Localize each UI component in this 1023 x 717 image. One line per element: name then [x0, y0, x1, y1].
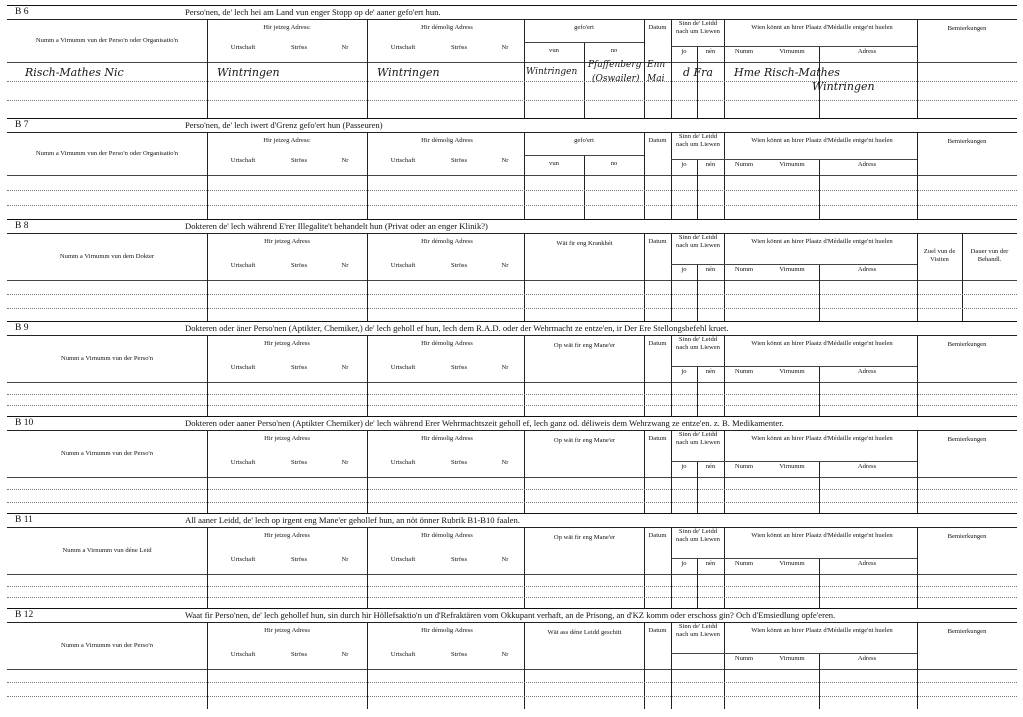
medal-header: Wien könnt an hirer Plaatz d'Médaille entge'nt huelen	[751, 532, 893, 539]
column-divider	[367, 133, 368, 220]
entry-current-ortschaft: Wintringen	[217, 66, 280, 79]
section-code: B 8	[15, 221, 29, 231]
entry-line	[7, 190, 1017, 191]
old-stross-label: Ströss	[450, 262, 468, 269]
row-divider	[671, 46, 917, 47]
section-code: B 9	[15, 323, 29, 333]
section-table	[7, 19, 1017, 119]
section-title: Perso'nen, de' lech hei am Land vun enger Stopp op de' aaner gefo'ert hun.	[185, 7, 441, 17]
section-table	[7, 233, 1017, 322]
medal-numm-label: Numm	[734, 463, 754, 470]
date-header: Datum	[648, 627, 667, 634]
row-divider	[671, 264, 917, 265]
medal-adress-label: Adress	[857, 368, 877, 375]
column-divider	[644, 133, 645, 220]
current-address-header: Hir jetzeg Adress	[264, 627, 310, 634]
medal-header: Wien könnt an hirer Plaatz d'Médaille entge'nt huelen	[751, 24, 893, 31]
old-address-header: Hir démolig Adress	[421, 435, 473, 442]
column-divider	[819, 264, 820, 322]
old-address-header: Hir démolig Adress	[421, 24, 473, 31]
section-table	[7, 527, 1017, 609]
remarks-header: Bemierkungen	[947, 25, 987, 32]
old-stross-label: Ströss	[450, 459, 468, 466]
alive-yes-label: jo	[681, 48, 687, 55]
medal-header: Wien könnt an hirer Plaatz d'Médaille entge'nt huelen	[751, 137, 893, 144]
old-address-header: Hir démolig Adress	[421, 532, 473, 539]
section-header	[7, 321, 1017, 336]
alive-header: Sinn de' Leidd nach um Liewen	[676, 431, 720, 446]
section-b9	[7, 321, 1017, 416]
alive-no-label: nén	[705, 463, 716, 470]
medal-adress-label: Adress	[857, 48, 877, 55]
row-divider	[524, 42, 644, 43]
old-stross-label: Ströss	[450, 556, 468, 563]
medal-adress-label: Adress	[857, 560, 877, 567]
row-divider	[671, 159, 917, 160]
remarks-header: Bemierkungen	[947, 533, 987, 540]
old-nr-label: Nr	[501, 364, 509, 371]
date-header: Datum	[648, 435, 667, 442]
entry-line	[7, 502, 1017, 503]
alive-yes-label: jo	[681, 463, 687, 470]
entry-line	[7, 682, 1017, 683]
current-address-header: Hir jetzeg Adress:	[263, 24, 311, 31]
entry-line	[7, 696, 1017, 697]
medal-virnumm-label: Virnumm	[779, 48, 805, 55]
entry-line	[7, 405, 1017, 406]
column-name-header: Numm a Virnumm vun der Perso'n	[60, 450, 154, 457]
row-divider	[671, 461, 917, 462]
medal-numm-label: Numm	[734, 368, 754, 375]
curr-stross-label: Ströss	[290, 262, 308, 269]
column-divider	[207, 20, 208, 119]
column-divider	[819, 461, 820, 514]
alive-no-label: nén	[705, 560, 716, 567]
column-divider	[724, 133, 725, 220]
old-nr-label: Nr	[501, 44, 509, 51]
row-divider	[7, 669, 1017, 670]
moved-from-label: vun	[549, 160, 559, 167]
section-header	[7, 219, 1017, 234]
moved-header: gefo'ert	[574, 137, 594, 144]
current-address-header: Hir jetzeg Adress	[264, 435, 310, 442]
section-code: B 11	[15, 515, 33, 525]
section-table	[7, 622, 1017, 709]
column-divider	[819, 653, 820, 709]
medal-virnumm-label: Virnumm	[779, 463, 805, 470]
curr-nr-label: Nr	[341, 157, 349, 164]
column-divider	[724, 20, 725, 119]
curr-ortschaft-label: Urtschaft	[230, 556, 256, 563]
column-name-header: Numm a Virnumm vun dem Dokter	[59, 253, 155, 260]
old-stross-label: Ströss	[450, 364, 468, 371]
curr-ortschaft-label: Urtschaft	[230, 262, 256, 269]
alive-header: Sinn de' Leidd nach um Liewen	[676, 234, 720, 249]
section-title: Dokteren oder äner Perso'nen (Aptikter, Chemiker,) de' lech geholl ef hun, lech dem R.A.D. oder der Wehrmacht ze entze'en, ir Der Ere Stellongsbefehl kruet.	[185, 323, 729, 333]
section-b6	[7, 5, 1017, 118]
old-ortschaft-label: Urtschaft	[390, 157, 416, 164]
curr-stross-label: Ströss	[290, 364, 308, 371]
entry-moved-from: Wintringen	[526, 67, 578, 77]
column-divider	[644, 20, 645, 119]
what-header: Op wät fir eng Mane'er	[553, 437, 616, 444]
moved-from-label: vun	[549, 47, 559, 54]
medal-adress-label: Adress	[857, 161, 877, 168]
row-divider	[7, 382, 1017, 383]
row-divider	[7, 280, 1017, 281]
row-divider	[671, 558, 917, 559]
current-address-header: Hir jetzeg Adress:	[263, 137, 311, 144]
curr-stross-label: Ströss	[290, 556, 308, 563]
medal-numm-label: Numm	[734, 48, 754, 55]
curr-nr-label: Nr	[341, 459, 349, 466]
row-divider	[7, 574, 1017, 575]
entry-moved-to-line2: (Oswailer)	[592, 74, 640, 84]
column-divider	[917, 133, 918, 220]
entry-moved-to-line1: Pfaffenberg	[588, 60, 642, 70]
entry-line	[7, 100, 1017, 101]
section-header	[7, 608, 1017, 623]
old-nr-label: Nr	[501, 556, 509, 563]
section-title: Dokteren oder aaner Perso'nen (Aptikter Chemiker) de' lech während Erer Wehrmachtszeit geholl ef, lech ganz od. déliweis dem Wehrzwang ze entze'en. z. B. Medikamenter.	[185, 418, 784, 428]
column-divider	[697, 46, 698, 119]
row-divider	[524, 155, 644, 156]
remarks-header: Bemierkungen	[947, 436, 987, 443]
section-header	[7, 118, 1017, 133]
column-divider	[819, 366, 820, 417]
curr-ortschaft-label: Urtschaft	[230, 364, 256, 371]
visits-count-header: Zuel vun de Visiten	[923, 248, 956, 263]
entry-name: Risch-Mathes Nic	[25, 66, 124, 79]
entry-line	[7, 597, 1017, 598]
medal-adress-label: Adress	[857, 463, 877, 470]
section-b12	[7, 608, 1017, 708]
column-name-header: Numm a Virnumm vun der Perso'n oder Organisatio'n	[35, 37, 179, 44]
entry-line	[7, 586, 1017, 587]
column-divider	[917, 20, 918, 119]
alive-header: Sinn de' Leidd nach um Liewen	[676, 528, 720, 543]
what-header: Wät fir eng Krankhét	[556, 240, 613, 247]
date-header: Datum	[648, 532, 667, 539]
medal-numm-label: Numm	[734, 655, 754, 662]
row-divider	[7, 62, 1017, 63]
what-header: Op wät fir eng Mane'er	[553, 534, 616, 541]
curr-ortschaft-label: Urtschaft	[230, 157, 256, 164]
column-divider	[367, 20, 368, 119]
section-header	[7, 416, 1017, 431]
old-stross-label: Ströss	[450, 44, 468, 51]
curr-stross-label: Ströss	[290, 44, 308, 51]
alive-no-label: nén	[705, 368, 716, 375]
section-table	[7, 430, 1017, 514]
date-header: Datum	[648, 340, 667, 347]
column-divider	[819, 558, 820, 609]
column-divider	[524, 133, 525, 220]
alive-yes-label: jo	[681, 368, 687, 375]
section-title: Waat fir Perso'nen, de' lech gehollef hun, sin durch hir Höllefsaktio'n un d'Refraktären vom Okkupant verhaft, an de Prisong, an d'KZ komm oder erschoss gin? Och d'Emsiedlung opfe'eren.	[185, 610, 836, 620]
curr-nr-label: Nr	[341, 556, 349, 563]
date-header: Datum	[648, 137, 667, 144]
old-nr-label: Nr	[501, 262, 509, 269]
section-header	[7, 513, 1017, 528]
medal-numm-label: Numm	[734, 266, 754, 273]
section-title: All aaner Leidd, de' lech op irgent eng Mane'er gehollef hun, an nöt önner Rubrik B1-B10 faalen.	[185, 515, 520, 525]
section-table	[7, 132, 1017, 220]
column-divider	[207, 133, 208, 220]
entry-line	[7, 394, 1017, 395]
medal-header: Wien könnt an hirer Plaatz d'Médaille entge'nt huelen	[751, 340, 893, 347]
section-b11	[7, 513, 1017, 608]
old-ortschaft-label: Urtschaft	[390, 556, 416, 563]
remarks-header: Bemierkungen	[947, 138, 987, 145]
medal-header: Wien könnt an hirer Plaatz d'Médaille entge'nt huelen	[751, 238, 893, 245]
row-divider	[671, 653, 917, 654]
section-b7	[7, 118, 1017, 219]
old-address-header: Hir démolig Adress	[421, 238, 473, 245]
column-name-header: Numm a Virnumm vun der Perso'n	[60, 355, 154, 362]
alive-yes-label: jo	[681, 266, 687, 273]
entry-medal-line2: Wintringen	[812, 80, 875, 93]
row-divider	[671, 366, 917, 367]
curr-nr-label: Nr	[341, 364, 349, 371]
curr-ortschaft-label: Urtschaft	[230, 459, 256, 466]
alive-no-label: nén	[705, 161, 716, 168]
date-header: Datum	[648, 24, 667, 31]
medal-numm-label: Numm	[734, 560, 754, 567]
old-nr-label: Nr	[501, 459, 509, 466]
entry-date-line2: Mai	[647, 74, 665, 84]
alive-header: Sinn de' Leidd nach um Liewen	[676, 20, 720, 35]
alive-no-label: nén	[705, 266, 716, 273]
section-title: Perso'nen, de' lech iwert d'Grenz gefo'ert hun (Passeuren)	[185, 120, 383, 130]
curr-ortschaft-label: Urtschaft	[230, 44, 256, 51]
section-code: B 10	[15, 418, 34, 428]
entry-line	[7, 205, 1017, 206]
current-address-header: Hir jetzeg Adress	[264, 532, 310, 539]
alive-no-label: nén	[705, 48, 716, 55]
medal-adress-label: Adress	[857, 655, 877, 662]
moved-to-label: no	[610, 160, 618, 167]
section-table	[7, 335, 1017, 417]
alive-yes-label: jo	[681, 560, 687, 567]
entry-alive: d Fra	[683, 66, 713, 79]
current-address-header: Hir jetzeg Adress	[264, 238, 310, 245]
alive-header: Sinn de' Leidd nach um Liewen	[676, 336, 720, 351]
old-address-header: Hir démolig Adress	[421, 627, 473, 634]
section-b8	[7, 219, 1017, 321]
old-stross-label: Ströss	[450, 157, 468, 164]
section-b10	[7, 416, 1017, 513]
alive-header: Sinn de' Leidd nach um Liewen	[676, 623, 720, 638]
entry-line	[7, 308, 1017, 309]
old-nr-label: Nr	[501, 157, 509, 164]
curr-stross-label: Ströss	[290, 459, 308, 466]
moved-header: gefo'ert	[574, 24, 594, 31]
curr-stross-label: Ströss	[290, 651, 308, 658]
section-title: Dokteren de' lech während E'rer Illegalite't behandelt hun (Privat oder an enger Klinik?)	[185, 221, 488, 231]
medal-header: Wien könnt an hirer Plaatz d'Médaille entge'nt huelen	[751, 627, 893, 634]
medal-virnumm-label: Virnumm	[779, 266, 805, 273]
remarks-header: Bemierkungen	[947, 628, 987, 635]
entry-line	[7, 489, 1017, 490]
curr-nr-label: Nr	[341, 44, 349, 51]
old-stross-label: Ströss	[450, 651, 468, 658]
old-address-header: Hir démolig Adress	[421, 340, 473, 347]
curr-nr-label: Nr	[341, 262, 349, 269]
entry-date-line1: Enn	[647, 60, 666, 70]
remarks-header: Bemierkungen	[947, 341, 987, 348]
section-code: B 12	[15, 610, 34, 620]
medal-virnumm-label: Virnumm	[779, 560, 805, 567]
old-ortschaft-label: Urtschaft	[390, 651, 416, 658]
old-ortschaft-label: Urtschaft	[390, 44, 416, 51]
old-address-header: Hir démolig Adress	[421, 137, 473, 144]
old-ortschaft-label: Urtschaft	[390, 459, 416, 466]
section-code: B 7	[15, 120, 29, 130]
column-divider	[524, 20, 525, 119]
column-name-header: Numm a Virnumm vun der Perso'n oder Organisatio'n	[35, 150, 179, 157]
medal-header: Wien könnt an hirer Plaatz d'Médaille entge'nt huelen	[751, 435, 893, 442]
entry-line	[7, 294, 1017, 295]
what-header: Op wät fir eng Mane'er	[553, 342, 616, 349]
old-ortschaft-label: Urtschaft	[390, 262, 416, 269]
medal-virnumm-label: Virnumm	[779, 368, 805, 375]
treatment-duration-header: Dauer vun der Behandl.	[970, 248, 1009, 263]
alive-header: Sinn de' Leidd nach um Liewen	[676, 133, 720, 148]
column-name-header: Numm a Virnumm vun der Perso'n	[60, 642, 154, 649]
column-name-header: Numm a Virnumm vun déne Leid	[62, 547, 152, 554]
date-header: Datum	[648, 238, 667, 245]
old-ortschaft-label: Urtschaft	[390, 364, 416, 371]
curr-nr-label: Nr	[341, 651, 349, 658]
moved-to-label: no	[610, 47, 618, 54]
current-address-header: Hir jetzeg Adress	[264, 340, 310, 347]
alive-yes-label: jo	[681, 161, 687, 168]
what-header: Wät ass déne Leidd geschitt	[547, 629, 622, 636]
medal-numm-label: Numm	[734, 161, 754, 168]
old-nr-label: Nr	[501, 651, 509, 658]
curr-stross-label: Ströss	[290, 157, 308, 164]
entry-old-ortschaft: Wintringen	[377, 66, 440, 79]
entry-medal-line1: Hme Risch-Mathes	[734, 66, 840, 79]
medal-adress-label: Adress	[857, 266, 877, 273]
curr-ortschaft-label: Urtschaft	[230, 651, 256, 658]
section-header	[7, 5, 1017, 20]
medal-virnumm-label: Virnumm	[779, 655, 805, 662]
row-divider	[7, 175, 1017, 176]
medal-virnumm-label: Virnumm	[779, 161, 805, 168]
section-code: B 6	[15, 7, 29, 17]
row-divider	[7, 477, 1017, 478]
